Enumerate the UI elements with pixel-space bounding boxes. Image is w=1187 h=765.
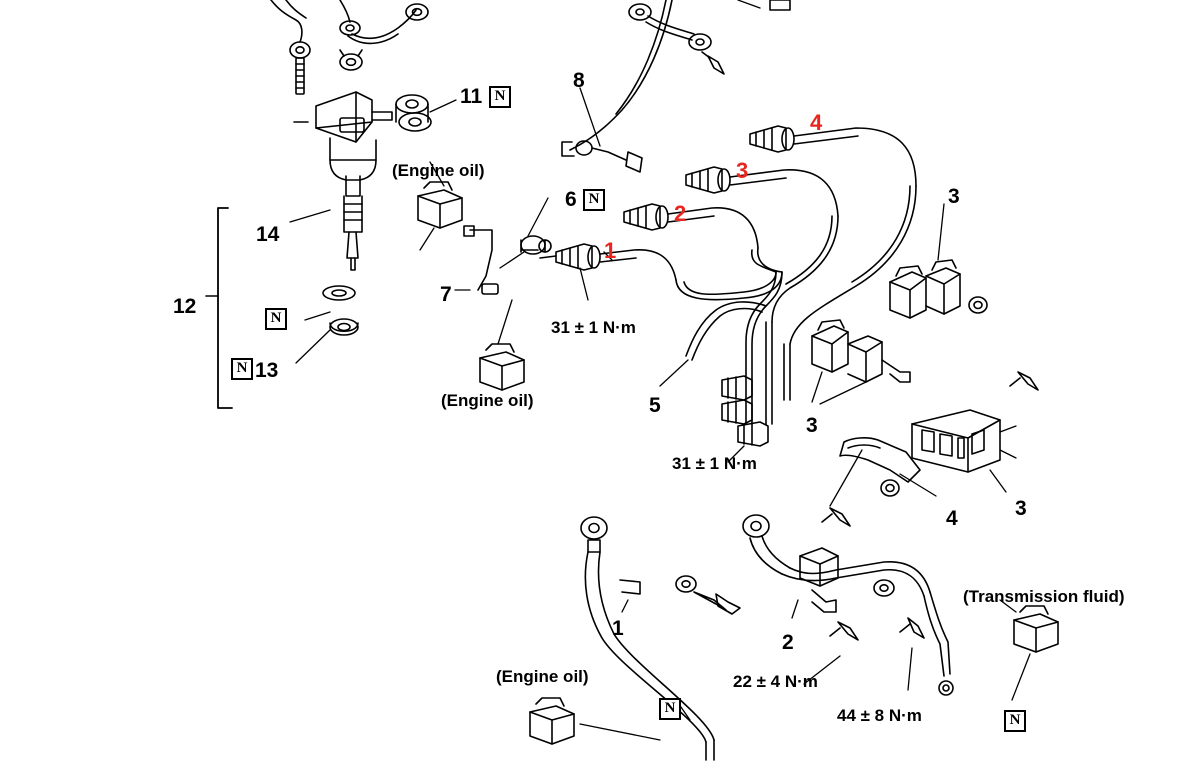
nut-marker-bottom-right: N: [1004, 710, 1026, 732]
callout-1-pipe: 1: [604, 238, 617, 263]
callout-3-clamp-right: 3: [1015, 497, 1027, 520]
nut-marker-13: N: [231, 358, 253, 380]
note-engine-oil-upper: (Engine oil): [392, 161, 485, 180]
note-engine-oil-middle: (Engine oil): [441, 391, 534, 410]
callout-7: 7: [440, 283, 452, 306]
callout-3-pipe: 3: [736, 158, 749, 183]
callout-14: 14: [256, 223, 280, 246]
callout-11: 11: [460, 85, 483, 108]
nut-marker-6: N: [583, 189, 605, 211]
callout-2-hose: 2: [782, 631, 794, 654]
callout-3-clamp-mid: 3: [806, 414, 818, 437]
torque-spec-1: 31 ± 1 N·m: [551, 318, 636, 337]
callout-12: 12: [173, 295, 197, 318]
callout-5: 5: [649, 394, 661, 417]
note-transmission-fluid: (Transmission fluid): [963, 587, 1125, 606]
nut-marker-11: N: [489, 86, 511, 108]
callout-6: 6: [565, 188, 577, 211]
callout-2-pipe: 2: [674, 201, 687, 226]
nut-marker-bottom-middle: N: [659, 698, 681, 720]
note-engine-oil-bottom: (Engine oil): [496, 667, 589, 686]
nut-marker-12: N: [265, 308, 287, 330]
callout-4-bracket: 4: [946, 507, 958, 530]
callout-4-pipe: 4: [810, 110, 823, 135]
callout-8: 8: [573, 69, 585, 92]
callout-1-hose: 1: [612, 617, 624, 640]
torque-spec-4: 44 ± 8 N·m: [837, 706, 922, 725]
callout-13: 13: [255, 359, 279, 382]
torque-spec-3: 22 ± 4 N·m: [733, 672, 818, 691]
torque-spec-2: 31 ± 1 N·m: [672, 454, 757, 473]
callout-3-clamp-upper: 3: [948, 185, 960, 208]
